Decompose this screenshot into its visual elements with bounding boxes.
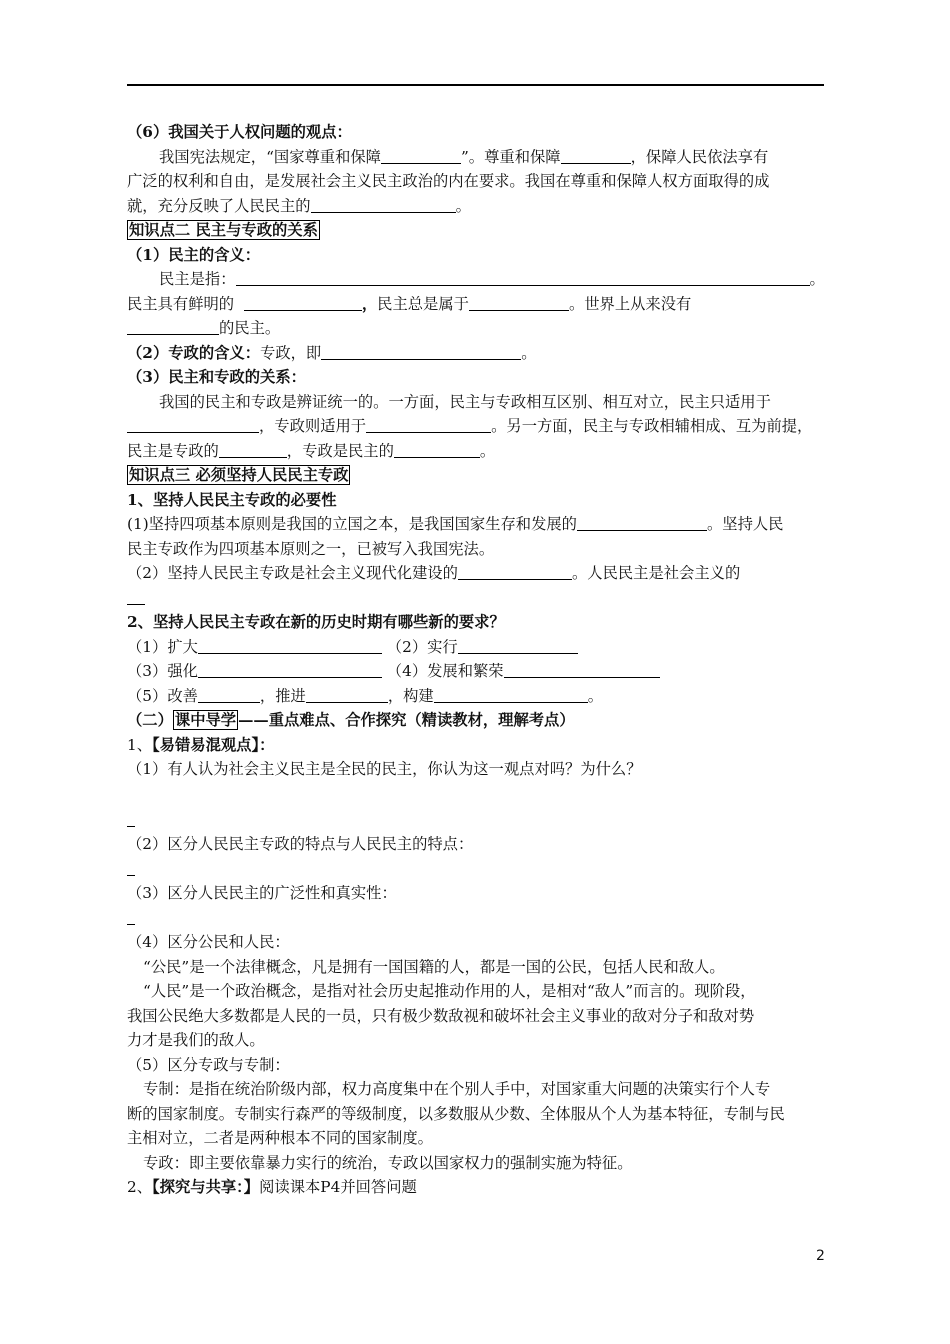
paragraph-line: ，专政则适用于 。另一方面，民主与专政相辅相成、互为前提， (127, 414, 827, 439)
requirement-row: （3）强化 （4）发展和繁荣 (127, 659, 827, 684)
worksheet-body (127, 120, 827, 1200)
paragraph-line: 民主专政作为四项基本原则之一，已被写入我国宪法。 (127, 539, 495, 558)
fill-blank[interactable] (198, 638, 382, 654)
paragraph-line: “人民”是一个政治概念，是指对社会历史起推动作用的人，是相对“敌人”而言的。现阶段， (143, 982, 756, 1000)
paragraph-line: （2）专政的含义：专政，即 。 (127, 343, 537, 362)
page-number: 2 (816, 1248, 825, 1264)
subsection-title: 1、坚持人民民主专政的必要性 (127, 490, 337, 509)
paragraph-line: 的民主。 (127, 316, 827, 341)
paragraph-line: 力才是我们的敌人。 (127, 1031, 265, 1049)
paragraph-line: 断的国家制度。专制实行森严的等级制度，以多数服从少数、全体服从个人为基本特征，专制与民 (127, 1104, 785, 1123)
fill-blank[interactable] (394, 442, 480, 458)
paragraph-line: 专政：即主要依靠暴力实行的统治，专政以国家权力的强制实施为特征。 (143, 1153, 633, 1172)
fill-blank[interactable] (306, 687, 388, 703)
fill-blank[interactable] (236, 270, 810, 286)
question-heading: 1、【易错易混观点】： (127, 735, 275, 754)
knowledge-point-2: 知识点二 民主与专政的关系 (129, 221, 318, 239)
paragraph-line: 民主具有鲜明的 ，民主总是属于 。世界上从来没有 (127, 294, 692, 313)
fill-blank[interactable] (458, 638, 578, 654)
answer-blank[interactable] (127, 909, 135, 925)
paragraph-line: “公民”是一个法律概念，凡是拥有一国国籍的人，都是一国的公民，包括人民和敌人。 (143, 957, 725, 976)
paragraph-line: 我国公民绝大多数都是人民的一员，只有极少数敌视和破坏社会主义事业的敌对分子和敌对势 (127, 1006, 755, 1025)
fill-blank[interactable] (321, 344, 521, 360)
paragraph-line: 我国宪法规定，“国家尊重和保障 ”。尊重和保障 ，保障人民依法享有 (159, 147, 769, 166)
question-item: （3）区分人民民主的广泛性和真实性： (127, 884, 397, 902)
subsection-title: （1）民主的含义： (127, 245, 261, 264)
paragraph-line: 民主是专政的 ，专政是民主的 。 (127, 441, 496, 460)
paragraph-line: 专制：是指在统治阶级内部，权力高度集中在个别人手中，对国家重大问题的决策实行个人专 (143, 1080, 771, 1098)
fill-blank[interactable] (127, 417, 259, 433)
paragraph-line: (1)坚持四项基本原则是我国的立国之本，是我国国家生存和发展的 。坚持人民 (127, 515, 784, 533)
paragraph-line (127, 586, 827, 611)
fill-blank[interactable] (127, 319, 219, 335)
header-rule (127, 84, 824, 86)
part-two-heading: （二） 课中导学 ——重点难点、合作探究（精读教材，理解考点） (127, 711, 575, 729)
paragraph-line: 就，充分反映了人民民主的 。 (127, 196, 471, 215)
paragraph-line: 民主是指： 。 (159, 270, 825, 288)
fill-blank[interactable] (198, 662, 382, 678)
fill-blank[interactable] (366, 417, 491, 433)
fill-blank[interactable] (198, 687, 260, 703)
fill-blank[interactable] (434, 687, 588, 703)
question-item: （4）区分公民和人民： (127, 933, 290, 951)
paragraph-line: （2）坚持人民民主专政是社会主义现代化建设的 。人民民主是社会主义的 (127, 564, 741, 582)
fill-blank[interactable] (458, 564, 572, 580)
knowledge-point-3: 知识点三 必须坚持人民民主专政 (129, 466, 349, 484)
fill-blank[interactable] (381, 148, 461, 164)
question-heading: 2、【探究与共享：】阅读课本P4并回答问题 (127, 1178, 417, 1196)
paragraph-line: 我国的民主和专政是辨证统一的。一方面，民主与专政相互区别、相互对立，民主只适用于 (159, 392, 771, 411)
paragraph-line: 广泛的权利和自由，是发展社会主义民主政治的内在要求。我国在尊重和保障人权方面取得的成 (127, 172, 770, 190)
answer-line (127, 857, 827, 882)
subsection-title: 2、坚持人民民主专政在新的历史时期有哪些新的要求？ (127, 613, 505, 631)
fill-blank[interactable] (469, 295, 569, 311)
answer-blank[interactable] (127, 860, 135, 876)
requirement-row: （5）改善 ，推进 ，构建 。 (127, 686, 604, 705)
question-item: （5）区分专政与专制： (127, 1055, 290, 1074)
paragraph-line: 主相对立，二者是两种根本不同的国家制度。 (127, 1129, 433, 1147)
fill-blank[interactable] (244, 295, 362, 311)
answer-line (127, 906, 827, 931)
fill-blank[interactable] (561, 148, 631, 164)
answer-blank[interactable] (127, 811, 135, 827)
fill-blank[interactable] (127, 589, 145, 605)
answer-line (127, 808, 827, 833)
fill-blank[interactable] (311, 197, 456, 213)
question-item: （1）有人认为社会主义民主是全民的民主，你认为这一观点对吗？为什么？ (127, 760, 642, 778)
question-item: （2）区分人民民主专政的特点与人民民主的特点： (127, 835, 474, 853)
fill-blank[interactable] (504, 662, 660, 678)
subsection-title: （3）民主和专政的关系： (127, 368, 306, 386)
requirement-row: （1）扩大 （2）实行 (127, 635, 827, 660)
fill-blank[interactable] (219, 442, 287, 458)
section-title: （6）我国关于人权问题的观点： (127, 123, 352, 141)
fill-blank[interactable] (577, 515, 707, 531)
